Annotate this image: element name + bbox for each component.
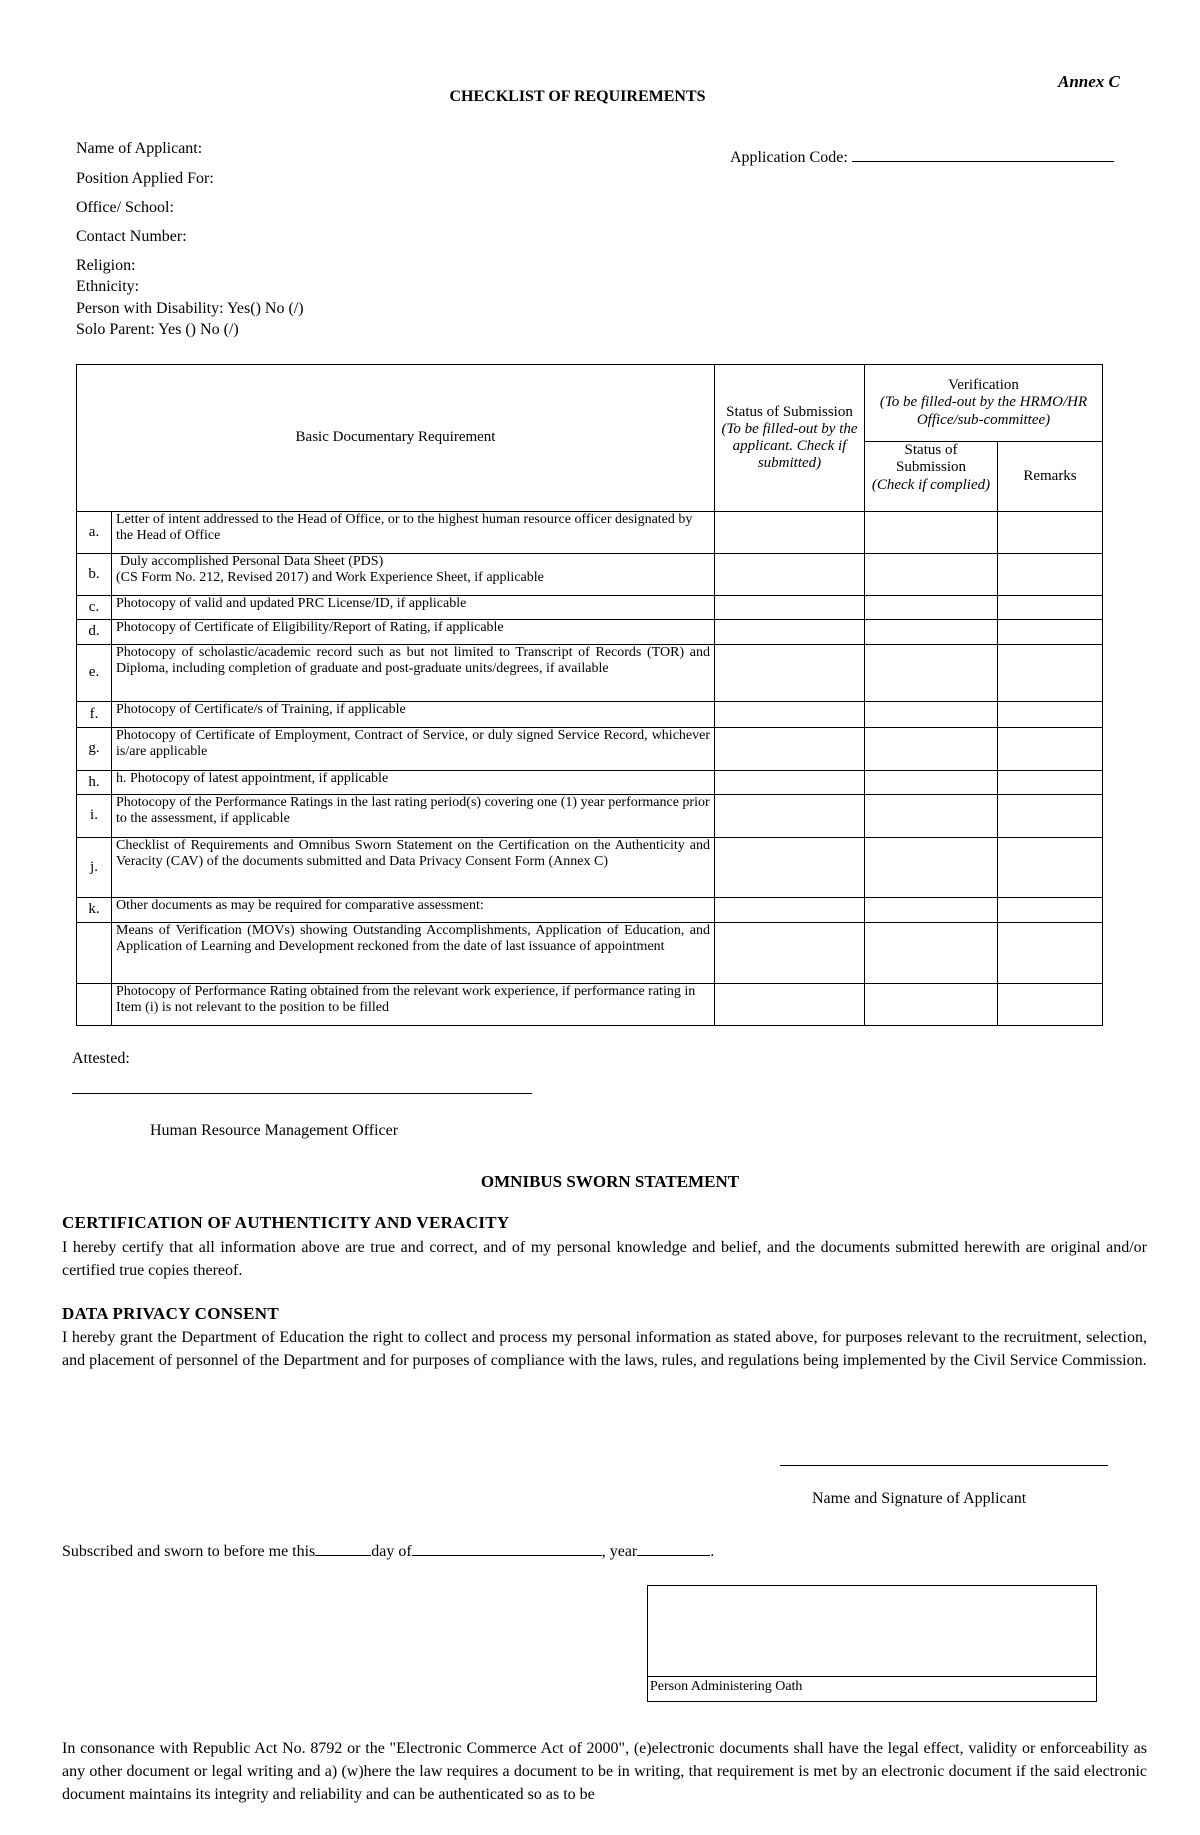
row-letter: e. bbox=[77, 645, 112, 702]
row-requirement-clip: Photocopy of scholastic/academic record such as but not limited to Transcript of Records (TOR) and Diploma, including completion of graduate and post-graduate units/degrees, if available bbox=[116, 645, 710, 677]
table-row bbox=[77, 554, 1103, 596]
row-letter: i. bbox=[77, 795, 112, 838]
row-requirement-line: Duly accomplished Personal Data Sheet (PDS) bbox=[120, 554, 384, 569]
row-letter: g. bbox=[77, 728, 112, 771]
table-row bbox=[77, 795, 1103, 838]
row-requirement-text bbox=[112, 984, 715, 1026]
remarks-cell[interactable] bbox=[998, 838, 1103, 898]
requirements-table bbox=[76, 364, 1103, 1026]
pwd-label: Person with Disability: Yes() No (/) bbox=[76, 300, 304, 317]
remarks-cell[interactable] bbox=[998, 984, 1103, 1026]
status-applicant-cell[interactable] bbox=[715, 771, 865, 795]
row-requirement-line: (CS Form No. 212, Revised 2017) and Work Experience Sheet, if applicable bbox=[116, 570, 544, 586]
status-applicant-cell[interactable] bbox=[715, 838, 865, 898]
table-row bbox=[77, 838, 1103, 898]
status-applicant-cell[interactable] bbox=[715, 645, 865, 702]
status-applicant-cell[interactable] bbox=[715, 984, 865, 1026]
row-requirement-text: Photocopy of Certificate of Eligibility/Report of Rating, if applicable bbox=[112, 620, 715, 645]
col-header-status-applicant bbox=[715, 365, 865, 512]
col-header-verification bbox=[865, 365, 1103, 442]
applicant-name-label: Name of Applicant: bbox=[76, 140, 203, 157]
row-letter: j. bbox=[77, 838, 112, 898]
table-row bbox=[77, 596, 1103, 620]
status-verif-cell[interactable] bbox=[865, 771, 998, 795]
applicant-signature-line[interactable] bbox=[780, 1465, 1108, 1466]
status-applicant-cell[interactable] bbox=[715, 898, 865, 923]
remarks-cell[interactable] bbox=[998, 771, 1103, 795]
attestation-signature-line[interactable] bbox=[72, 1093, 532, 1094]
status-verif-cell[interactable] bbox=[865, 795, 998, 838]
privacy-heading: DATA PRIVACY CONSENT bbox=[62, 1304, 279, 1323]
status-applicant-cell[interactable] bbox=[715, 596, 865, 620]
position-applied-label: Position Applied For: bbox=[76, 170, 214, 187]
col-header-verification-title: Verification bbox=[948, 377, 1019, 394]
row-requirement-text: Photocopy of Certificate/s of Training, if applicable bbox=[112, 702, 715, 728]
col-header-remarks: Remarks bbox=[998, 442, 1103, 512]
row-letter: d. bbox=[77, 620, 112, 645]
row-requirement-text: Photocopy of Certificate of Employment, Contract of Service, or duly signed Service Record, whichever is/are applicable bbox=[112, 728, 715, 771]
status-applicant-cell[interactable] bbox=[715, 795, 865, 838]
status-verif-cell[interactable] bbox=[865, 620, 998, 645]
col-header-requirement: Basic Documentary Requirement bbox=[77, 365, 715, 512]
table-row bbox=[77, 620, 1103, 645]
row-letter: h. bbox=[77, 771, 112, 795]
col-header-verification-note: (To be filled-out by the HRMO/HR Office/sub-committee) bbox=[879, 394, 1088, 428]
oath-label: Person Administering Oath bbox=[650, 1679, 803, 1694]
day-blank[interactable] bbox=[315, 1541, 371, 1556]
row-requirement-clip: Photocopy of Performance Rating obtained from the relevant work experience, if performance rating in Item (i) is not relevant to the position to be filled bbox=[116, 984, 696, 1016]
row-requirement-text: Letter of intent addressed to the Head of Office, or to the highest human resource officer designated by the Head of Office bbox=[112, 512, 715, 554]
remarks-cell[interactable] bbox=[998, 728, 1103, 771]
privacy-text: I hereby grant the Department of Education the right to collect and process my personal information as stated above, for purposes relevant to the recruitment, selection, and placement of personnel of the Department and for purposes of compliance with the laws, rules, and regulations being implemented by the Civil Service Commission. bbox=[62, 1329, 1147, 1369]
cav-heading: CERTIFICATION OF AUTHENTICITY AND VERACITY bbox=[62, 1213, 510, 1232]
day-of-label: day of bbox=[371, 1543, 412, 1560]
row-letter: k. bbox=[77, 898, 112, 923]
remarks-cell[interactable] bbox=[998, 923, 1103, 984]
attested-label: Attested: bbox=[72, 1050, 130, 1067]
annex-label: Annex C bbox=[1058, 72, 1120, 91]
table-row bbox=[77, 645, 1103, 702]
subscribed-prefix: Subscribed and sworn to before me this bbox=[62, 1543, 316, 1560]
col-header-status-applicant-title: Status of Submission bbox=[726, 403, 853, 420]
table-row bbox=[77, 728, 1103, 771]
row-letter: f. bbox=[77, 702, 112, 728]
status-applicant-cell[interactable] bbox=[715, 620, 865, 645]
oath-divider bbox=[648, 1676, 1096, 1677]
status-verif-cell[interactable] bbox=[865, 838, 998, 898]
status-verif-cell[interactable] bbox=[865, 923, 998, 984]
solo-parent-label: Solo Parent: Yes () No (/) bbox=[76, 321, 239, 338]
table-row bbox=[77, 923, 1103, 984]
application-code-field bbox=[730, 147, 1114, 167]
application-code-label: Application Code: bbox=[730, 149, 848, 166]
religion-label: Religion: bbox=[76, 257, 136, 274]
col-header-status-verif bbox=[865, 442, 998, 512]
status-verif-cell[interactable] bbox=[865, 512, 998, 554]
footer-legal-text: In consonance with Republic Act No. 8792 or the "Electronic Commerce Act of 2000", (e)electronic documents shall have the legal effect, validity or enforceability as any other document or legal writing and a) (w)here the law requires a document to be in writing, that requirement is met by an electronic document if the said electronic document maintains its integrity and reliability and can be authenticated so as to be bbox=[62, 1740, 1147, 1803]
row-requirement-text: h. Photocopy of latest appointment, if applicable bbox=[112, 771, 715, 795]
status-verif-cell[interactable] bbox=[865, 596, 998, 620]
year-blank[interactable] bbox=[637, 1541, 710, 1556]
remarks-cell[interactable] bbox=[998, 898, 1103, 923]
row-letter bbox=[77, 984, 112, 1026]
row-letter: a. bbox=[77, 512, 112, 554]
remarks-cell[interactable] bbox=[998, 795, 1103, 838]
status-applicant-cell[interactable] bbox=[715, 923, 865, 984]
status-applicant-cell[interactable] bbox=[715, 702, 865, 728]
table-row bbox=[77, 771, 1103, 795]
row-letter bbox=[77, 923, 112, 984]
row-requirement-text bbox=[112, 554, 715, 596]
row-letter: c. bbox=[77, 596, 112, 620]
sworn-statement-title: OMNIBUS SWORN STATEMENT bbox=[480, 1172, 740, 1191]
month-blank[interactable] bbox=[412, 1541, 602, 1556]
status-verif-cell[interactable] bbox=[865, 898, 998, 923]
applicant-signature-label: Name and Signature of Applicant bbox=[812, 1490, 1027, 1507]
status-verif-cell[interactable] bbox=[865, 645, 998, 702]
cav-text: I hereby certify that all information above are true and correct, and of my personal knowledge and belief, and the documents submitted herewith are original and/or certified true copies thereof. bbox=[62, 1239, 1147, 1279]
row-requirement-text: Means of Verification (MOVs) showing Outstanding Accomplishments, Application of Education, and Application of Learning and Development reckoned from the date of last issuance of appointment bbox=[112, 923, 715, 984]
col-header-status-verif-note: (Check if complied) bbox=[871, 476, 991, 493]
status-applicant-cell[interactable] bbox=[715, 728, 865, 771]
status-applicant-cell[interactable] bbox=[715, 554, 865, 596]
remarks-cell[interactable] bbox=[998, 554, 1103, 596]
remarks-cell[interactable] bbox=[998, 620, 1103, 645]
row-letter: b. bbox=[77, 554, 112, 596]
col-header-status-applicant-note: (To be filled-out by the applicant. Check if submitted) bbox=[721, 420, 858, 472]
ethnicity-label: Ethnicity: bbox=[76, 278, 140, 295]
row-requirement-text: Other documents as may be required for comparative assessment: bbox=[112, 898, 715, 923]
status-verif-cell[interactable] bbox=[865, 702, 998, 728]
row-requirement-text: Photocopy of the Performance Ratings in the last rating period(s) covering one (1) year performance prior to the assessment, if applicable bbox=[112, 795, 715, 838]
table-row bbox=[77, 512, 1103, 554]
status-verif-cell[interactable] bbox=[865, 554, 998, 596]
contact-number-label: Contact Number: bbox=[76, 228, 187, 245]
table-row bbox=[77, 702, 1103, 728]
page-title: CHECKLIST OF REQUIREMENTS bbox=[449, 88, 706, 105]
status-verif-cell[interactable] bbox=[865, 728, 998, 771]
col-header-status-verif-title: Status of Submission bbox=[895, 442, 967, 476]
table-row bbox=[77, 984, 1103, 1026]
remarks-cell[interactable] bbox=[998, 512, 1103, 554]
application-code-input[interactable] bbox=[852, 147, 1114, 162]
office-school-label: Office/ School: bbox=[76, 199, 174, 216]
year-label: , year bbox=[601, 1543, 638, 1560]
remarks-cell[interactable] bbox=[998, 596, 1103, 620]
row-requirement-text: Checklist of Requirements and Omnibus Sworn Statement on the Certification on the Authenticity and Veracity (CAV) of the documents submitted and Data Privacy Consent Form (Annex C) bbox=[112, 838, 715, 898]
status-verif-cell[interactable] bbox=[865, 984, 998, 1026]
oath-box[interactable] bbox=[647, 1585, 1097, 1702]
remarks-cell[interactable] bbox=[998, 645, 1103, 702]
row-requirement-text bbox=[112, 645, 715, 702]
row-requirement-text: Photocopy of valid and updated PRC License/ID, if applicable bbox=[112, 596, 715, 620]
hrmo-title: Human Resource Management Officer bbox=[150, 1122, 399, 1139]
subscribed-line bbox=[62, 1541, 714, 1561]
status-applicant-cell[interactable] bbox=[715, 512, 865, 554]
table-row bbox=[77, 898, 1103, 923]
period: . bbox=[710, 1543, 715, 1560]
remarks-cell[interactable] bbox=[998, 702, 1103, 728]
